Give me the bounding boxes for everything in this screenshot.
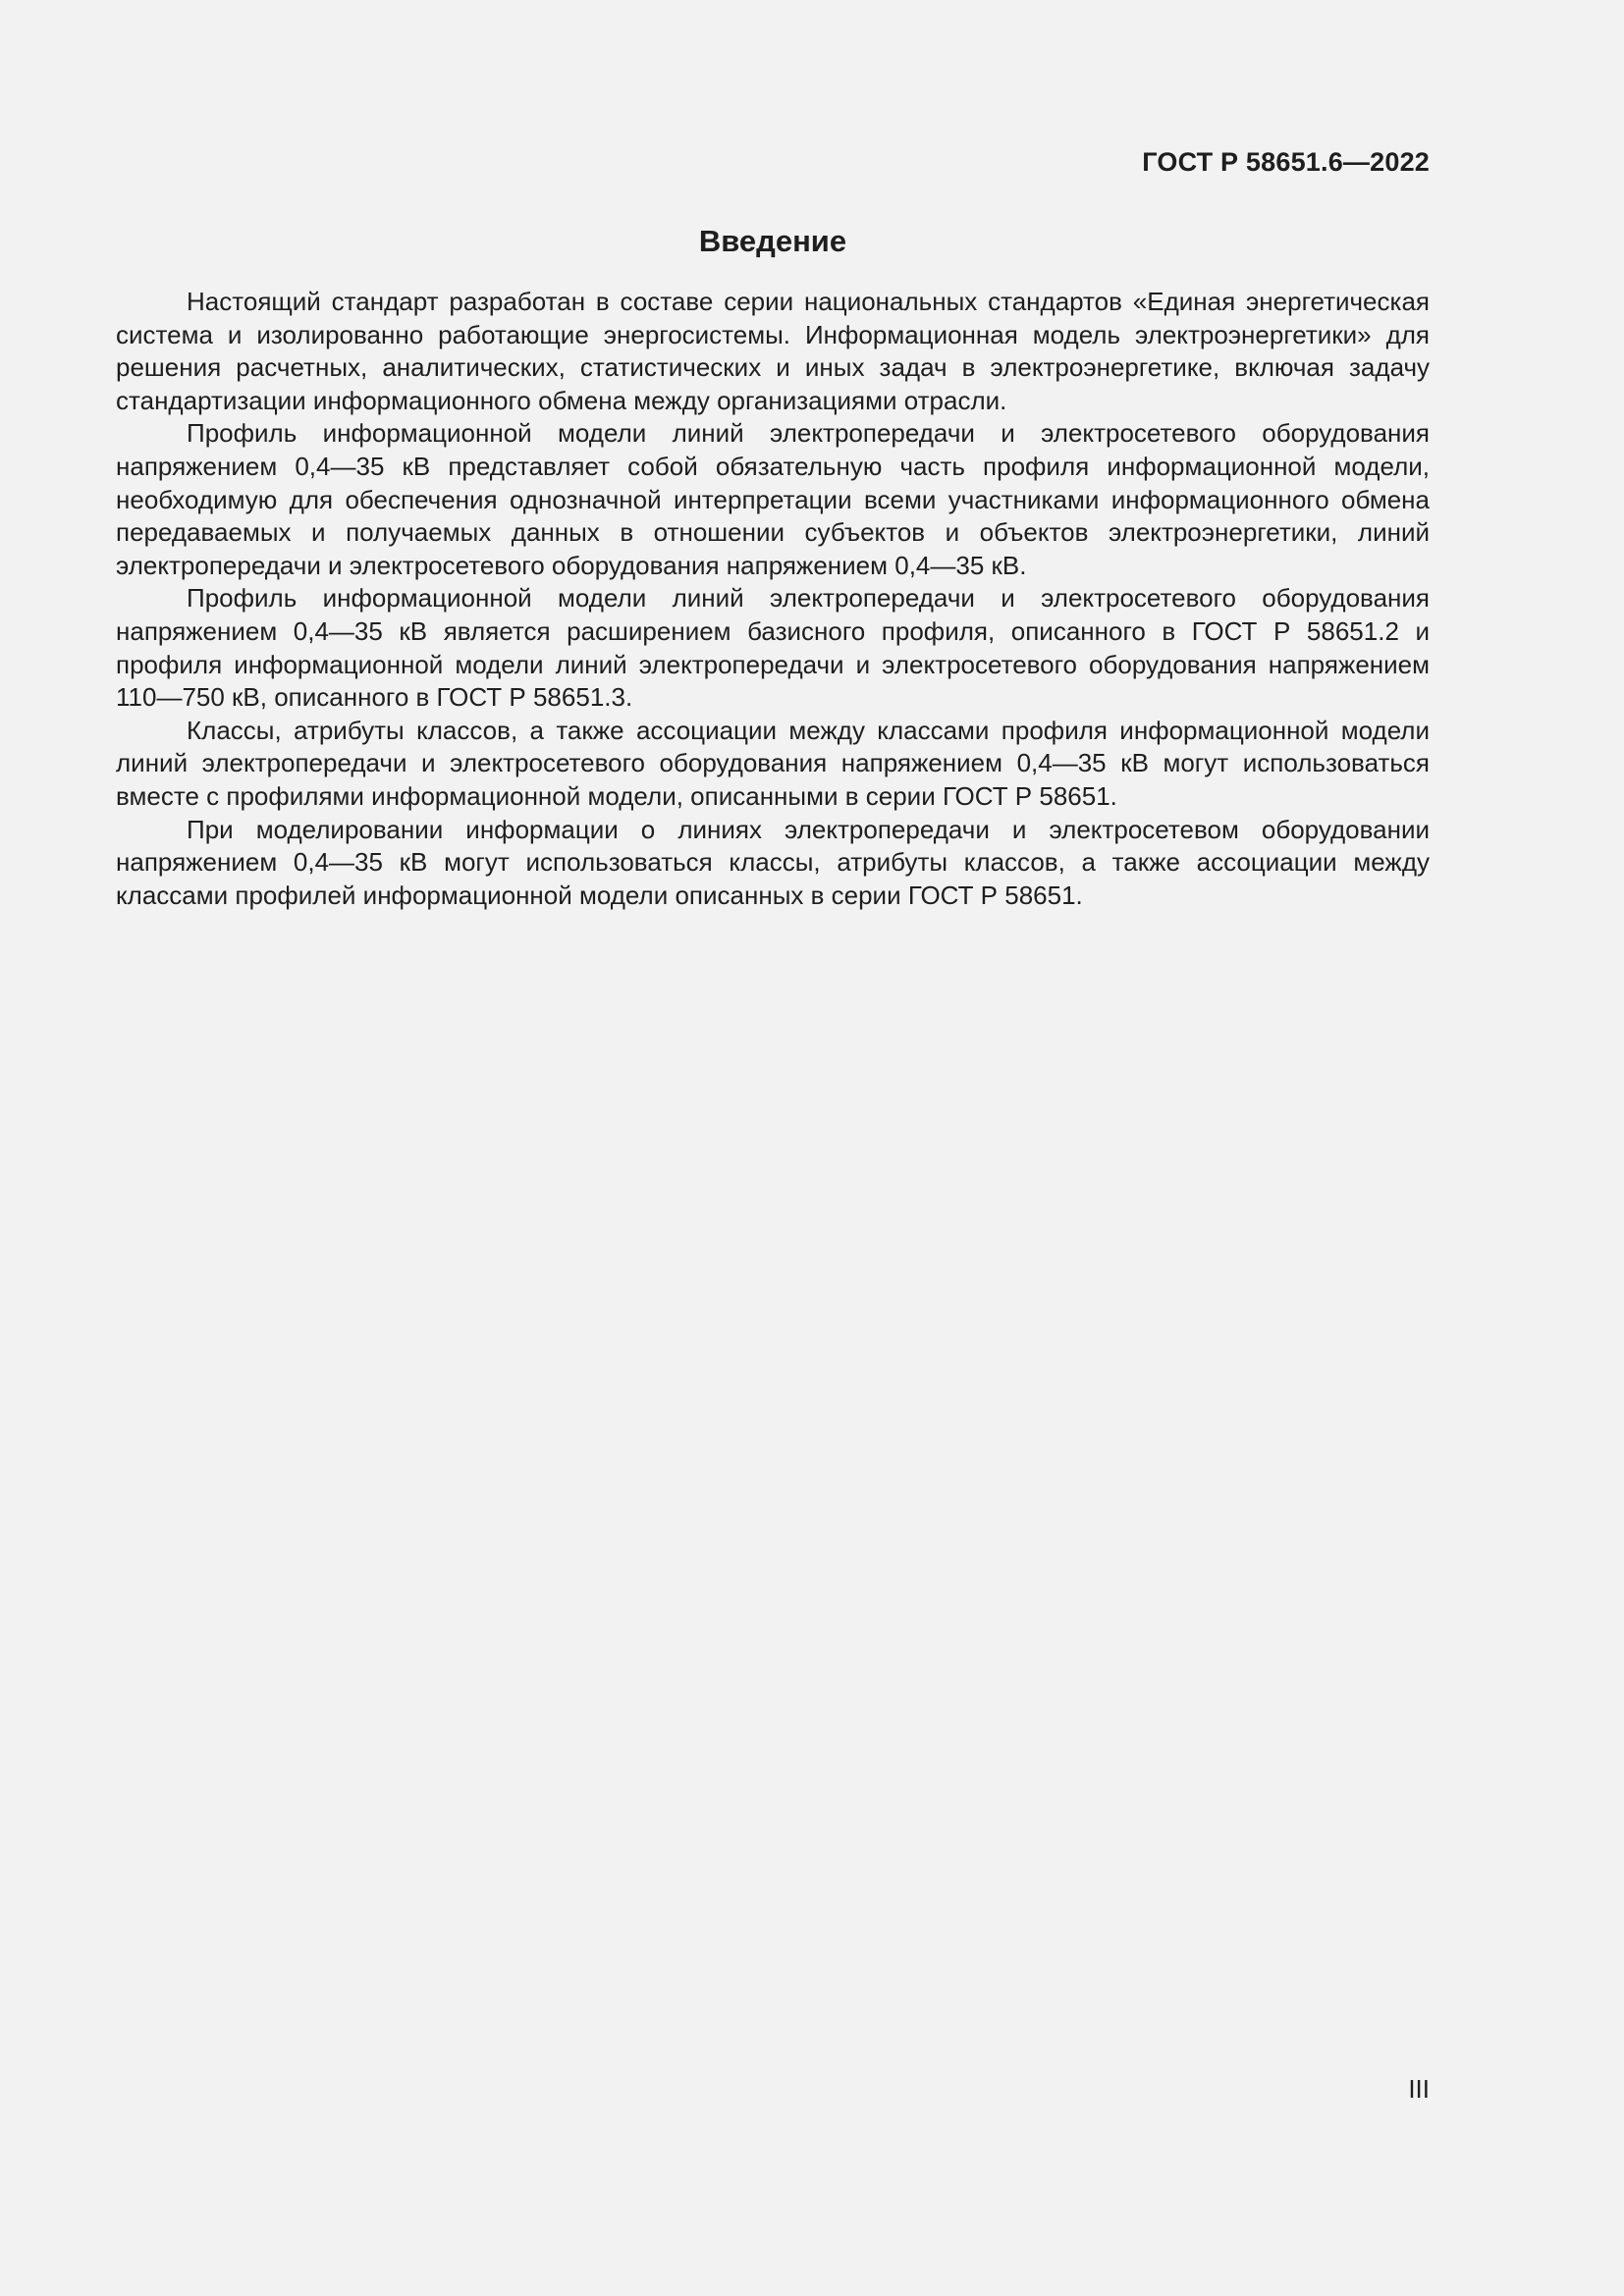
- paragraph: Профиль информационной модели линий электропередачи и электросетевого оборудования напряжением 0,4—35 кВ является расширением базисного профиля, описанного в ГОСТ Р 58651.2 и профиля информационной модели линий электропередачи и электросетевого оборудования напряжением 110—750 кВ, описанного в ГОСТ Р 58651.3.: [116, 583, 1430, 713]
- paragraph: Классы, атрибуты классов, а также ассоциации между классами профиля информационной модели линий электропередачи и электросетевого оборудования напряжением 0,4—35 кВ могут использоваться вместе с профилями информационной модели, описанными в серии ГОСТ Р 58651.: [116, 715, 1430, 811]
- paragraph: Настоящий стандарт разработан в составе серии национальных стандартов «Единая энергетическая система и изолированно работающие энергосистемы. Информационная модель электроэнергетики» для решения расчетных, аналитических, статистических и иных задач в электроэнергетике, включая задачу стандартизации информационного обмена между организациями отрасли.: [116, 287, 1430, 415]
- paragraph: Профиль информационной модели линий электропередачи и электросетевого оборудования напряжением 0,4—35 кВ представляет собой обязательную часть профиля информационной модели, необходимую для обеспечения однозначной интерпретации всеми участниками информационного обмена передаваемых и получаемых данных в отношении субъектов и объектов электроэнергетики, линий электропередачи и электросетевого оборудования напряжением 0,4—35 кВ.: [116, 418, 1430, 580]
- page-number: III: [1408, 2074, 1430, 2104]
- paragraph: При моделировании информации о линиях электропередачи и электросетевом оборудовании напряжением 0,4—35 кВ могут использоваться классы, атрибуты классов, а также ассоциации между классами профилей информационной модели описанных в серии ГОСТ Р 58651.: [116, 814, 1430, 910]
- document-code: ГОСТ Р 58651.6—2022: [1142, 147, 1430, 177]
- body-text: [116, 286, 1430, 912]
- page-title: Введение: [698, 224, 847, 258]
